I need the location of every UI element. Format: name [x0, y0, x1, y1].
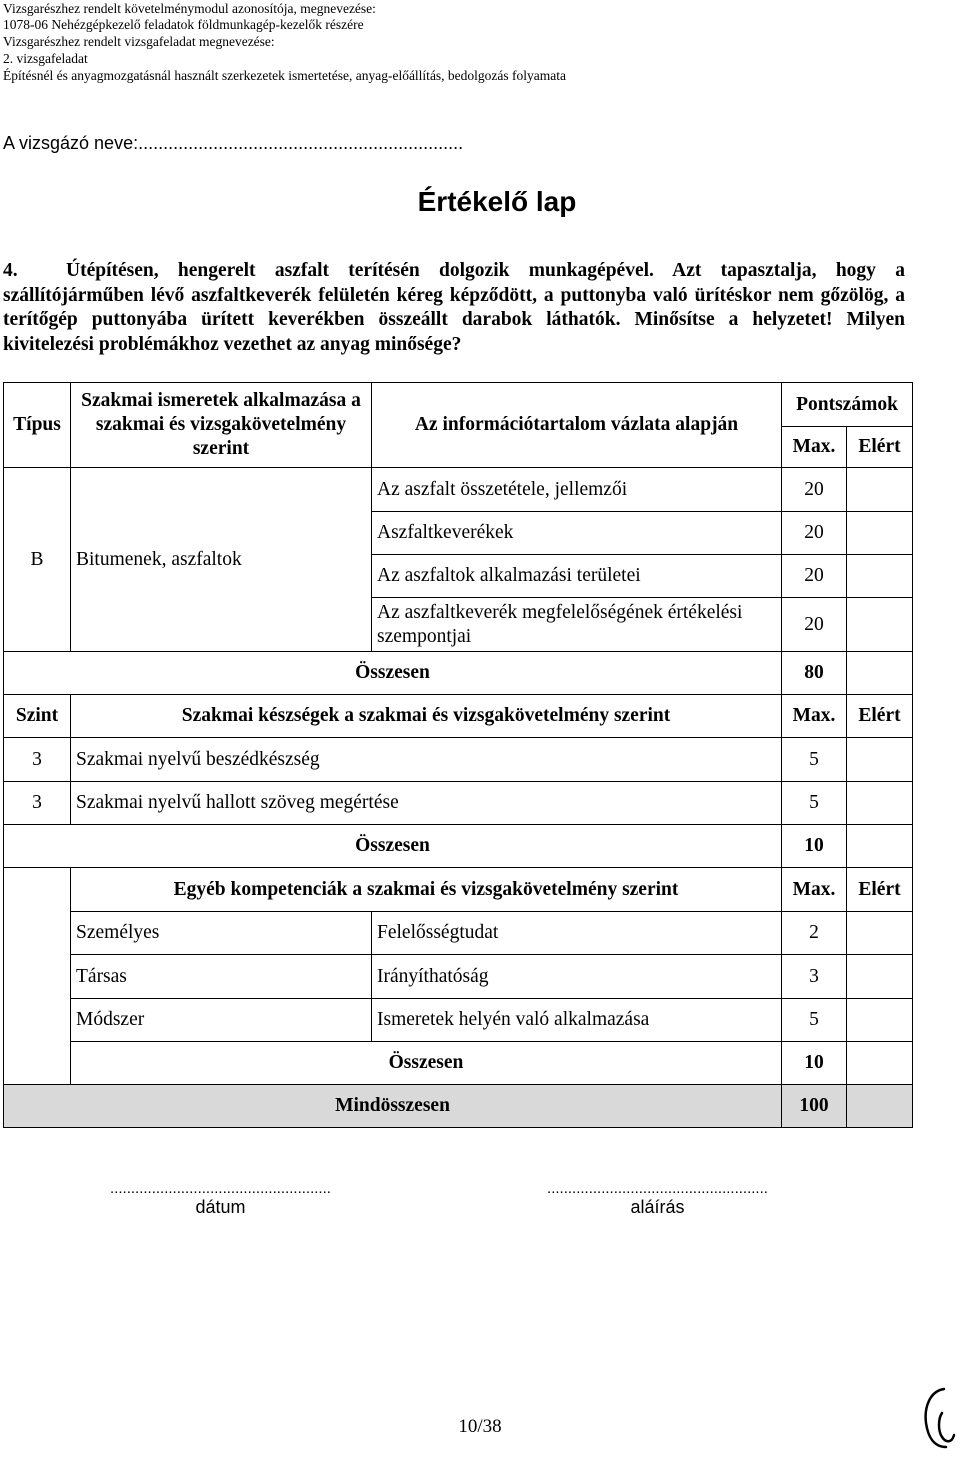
header-knowledge: Szakmai ismeretek alkalmazása a szakmai és vizsgakövetelmény szerint [71, 383, 372, 468]
skills-level-header: Szint [4, 695, 71, 738]
header-points: Pontszámok [782, 383, 913, 427]
skill-level: 3 [4, 782, 71, 825]
knowledge-type: B [4, 468, 71, 652]
competence-max: 5 [782, 999, 847, 1042]
header-task-number: 2. vizsgafeladat [3, 51, 88, 66]
competence-total: 10 [782, 1042, 847, 1085]
header-info: Az információtartalom vázlata alapján [372, 383, 782, 468]
skills-total-label: Összesen [4, 825, 782, 868]
publisher-logo-icon [920, 1385, 956, 1455]
skills-total: 10 [782, 825, 847, 868]
knowledge-total: 80 [782, 652, 847, 695]
page-title: Értékelő lap [417, 186, 577, 217]
competence-max-header: Max. [782, 868, 847, 912]
knowledge-max: 20 [782, 468, 847, 512]
competence-item: Felelősségtudat [372, 912, 782, 955]
knowledge-max: 20 [782, 512, 847, 555]
competence-spacer [4, 868, 71, 1085]
task-description [3, 259, 905, 357]
skill-level: 3 [4, 738, 71, 782]
knowledge-topic: Bitumenek, aszfaltok [71, 468, 372, 652]
skills-achieved-header: Elért [847, 695, 913, 738]
knowledge-max: 20 [782, 598, 847, 652]
competence-category: Módszer [71, 999, 372, 1042]
page-number: 10/38 [458, 1416, 502, 1437]
header-task-label: Vizsgarészhez rendelt vizsgafeladat megnevezése: [3, 34, 275, 49]
header-achieved: Elért [847, 427, 913, 468]
date-signature-block [88, 1180, 353, 1218]
sign-dots: ..................................................... [547, 1180, 768, 1197]
competence-item: Irányíthatóság [372, 955, 782, 999]
grand-total: 100 [782, 1085, 847, 1128]
knowledge-item: Aszfaltkeverékek [372, 512, 782, 555]
knowledge-item: Az aszfalt összetétele, jellemzői [372, 468, 782, 512]
header-module-name: 1078-06 Nehézgépkezelő feladatok földmunkagép-kezelők részére [3, 17, 364, 32]
grand-total-achieved[interactable] [847, 1085, 913, 1128]
knowledge-total-achieved[interactable] [847, 652, 913, 695]
sign-signature-block [525, 1180, 790, 1218]
knowledge-max: 20 [782, 555, 847, 598]
knowledge-achieved[interactable] [847, 598, 913, 652]
competence-total-achieved[interactable] [847, 1042, 913, 1085]
skill-item: Szakmai nyelvű beszédkészség [71, 738, 782, 782]
competence-achieved[interactable] [847, 912, 913, 955]
date-label: dátum [195, 1197, 246, 1217]
candidate-name-line: A vizsgázó neve:................................................................. [3, 133, 464, 153]
task-number: 4. [3, 260, 18, 281]
skills-max-header: Max. [782, 695, 847, 738]
competence-max: 2 [782, 912, 847, 955]
competence-category: Társas [71, 955, 372, 999]
skill-achieved[interactable] [847, 738, 913, 782]
header-task-name: Építésnél és anyagmozgatásnál használt szerkezetek ismertetése, anyag-előállítás, bedolgozás folyamata [3, 68, 567, 83]
competence-title: Egyéb kompetenciák a szakmai és vizsgakövetelmény szerint [71, 868, 782, 912]
header-max: Max. [782, 427, 847, 468]
skill-max: 5 [782, 738, 847, 782]
knowledge-item: Az aszfaltkeverék megfelelőségének értékelési szempontjai [372, 598, 782, 652]
competence-achieved[interactable] [847, 955, 913, 999]
competence-achieved-header: Elért [847, 868, 913, 912]
skill-max: 5 [782, 782, 847, 825]
evaluation-table [3, 382, 913, 1128]
competence-achieved[interactable] [847, 999, 913, 1042]
skills-title: Szakmai készségek a szakmai és vizsgakövetelmény szerint [71, 695, 782, 738]
competence-total-label: Összesen [71, 1042, 782, 1085]
knowledge-item: Az aszfaltok alkalmazási területei [372, 555, 782, 598]
skill-achieved[interactable] [847, 782, 913, 825]
competence-item: Ismeretek helyén való alkalmazása [372, 999, 782, 1042]
grand-total-label: Mindösszesen [4, 1085, 782, 1128]
knowledge-achieved[interactable] [847, 555, 913, 598]
competence-max: 3 [782, 955, 847, 999]
skill-item: Szakmai nyelvű hallott szöveg megértése [71, 782, 782, 825]
knowledge-achieved[interactable] [847, 512, 913, 555]
sign-label: aláírás [630, 1197, 685, 1217]
knowledge-achieved[interactable] [847, 468, 913, 512]
header-module-label: Vizsgarészhez rendelt követelménymodul azonosítója, megnevezése: [3, 1, 376, 16]
task-text: Útépítésen, hengerelt aszfalt terítésén dolgozik munkagépével. Azt tapasztalja, hogy a szállítójárműben lévő aszfaltkeverék felületén kéreg képződött, a puttonyba való ürítéskor nem gőzölög, a terítőgép puttonyába ürített keverékben összeállt darabok láthatók. Minősítse a helyzetet! Milyen kivitelezési problémákhoz vezethet az anyag minősége? [3, 260, 905, 355]
header-type: Típus [4, 383, 71, 468]
skills-total-achieved[interactable] [847, 825, 913, 868]
knowledge-total-label: Összesen [4, 652, 782, 695]
date-dots: ..................................................... [110, 1180, 331, 1197]
competence-category: Személyes [71, 912, 372, 955]
